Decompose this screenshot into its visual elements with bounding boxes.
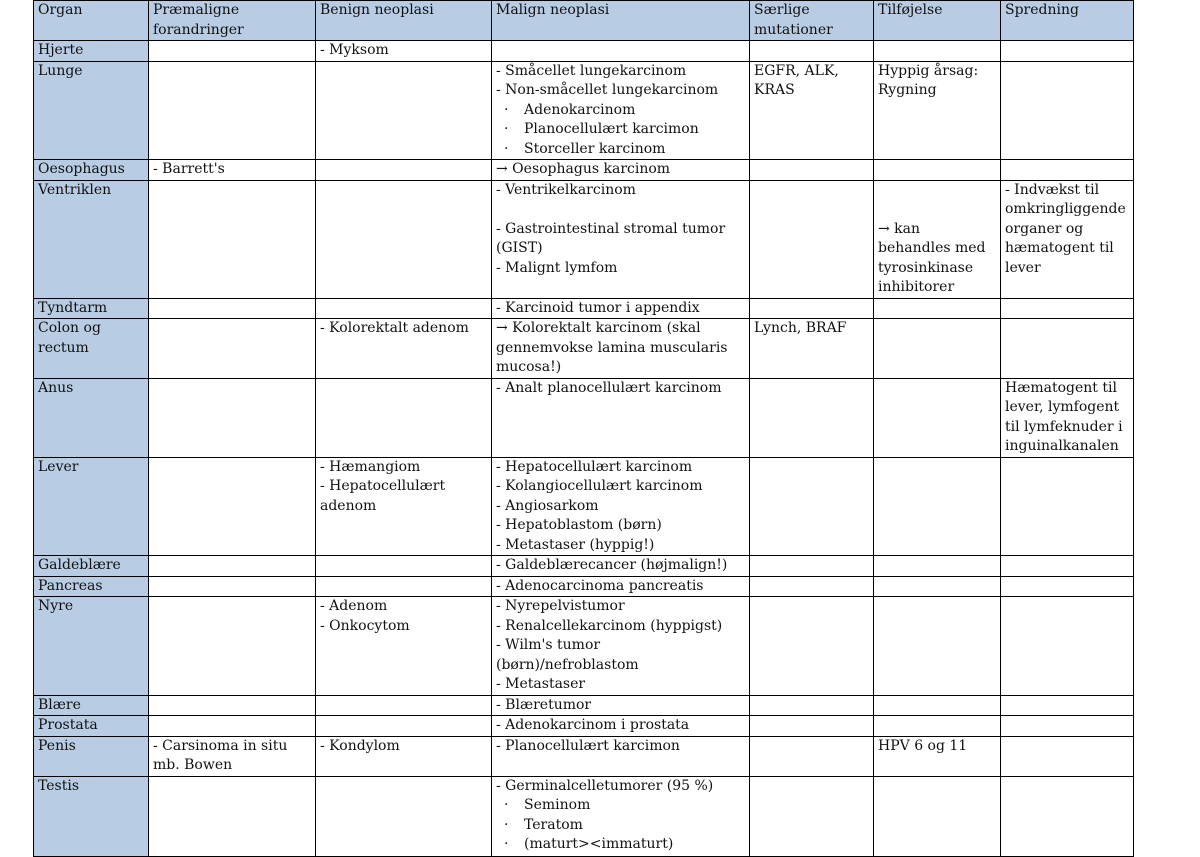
header-addition: Tilføjelse (874, 1, 1001, 41)
cell-line: - Kolorektalt adenom (320, 320, 469, 336)
spread-cell (1001, 378, 1134, 457)
premalignant-cell (149, 457, 316, 556)
premalignant-cell (149, 180, 316, 298)
benign-cell (316, 597, 492, 696)
malignant-cell (492, 319, 750, 379)
benign-cell (316, 556, 492, 577)
table-row (34, 319, 1134, 379)
addition-cell (874, 556, 1001, 577)
mutations-cell (750, 576, 874, 597)
cell-line: - Karcinoid tumor i appendix (496, 299, 700, 316)
table-row (34, 298, 1134, 319)
cell-line: → kan behandles med tyrosinkinase inhibitorer (878, 220, 990, 295)
addition-cell (874, 776, 1001, 856)
mutations-cell (750, 597, 874, 696)
spread-cell (1001, 160, 1134, 181)
cell-line: - Adenokarcinom i prostata (496, 717, 690, 733)
malignant-cell (492, 776, 750, 856)
benign-cell (316, 61, 492, 160)
cell-line: - Blæretumor (496, 696, 592, 713)
cell-line: - Hepatocellulært karcinom (496, 458, 693, 475)
addition-cell (874, 378, 1001, 457)
cell-line: Lynch, BRAF (754, 320, 847, 336)
table-row (34, 716, 1134, 737)
table-row (34, 180, 1134, 298)
mutations-cell (750, 180, 874, 298)
spread-cell (1001, 597, 1134, 696)
addition-cell (874, 736, 1001, 776)
cell-line: - Indvækst til omkringliggende organer og hæmatogent til lever (1005, 181, 1131, 276)
table-row (34, 556, 1134, 577)
cell-line: - Barrett's (153, 161, 225, 177)
spread-cell (1001, 41, 1134, 62)
cell-line: - Angiosarkom (496, 497, 599, 514)
malignant-cell (492, 576, 750, 597)
bullet-icon: · (504, 101, 509, 118)
cell-line: - Metastaser (hyppig!) (496, 536, 655, 553)
cell-line: - Germinalcelletumorer (95 %) (496, 777, 714, 794)
benign-cell (316, 298, 492, 319)
malignant-cell (492, 716, 750, 737)
table-row (34, 378, 1134, 457)
benign-cell (316, 695, 492, 716)
mutations-cell (750, 41, 874, 62)
malignant-cell (492, 597, 750, 696)
bullet-icon: · (504, 836, 509, 852)
table-row (34, 61, 1134, 160)
cell-line: - Hepatoblastom (børn) (496, 517, 662, 533)
premalignant-cell (149, 298, 316, 319)
organ-cell: Oesophagus (34, 160, 149, 181)
table-row (34, 576, 1134, 597)
cell-line (878, 181, 996, 201)
malignant-cell (492, 61, 750, 160)
cell-line: - Adenocarcinoma pancreatis (496, 577, 704, 594)
cell-line: - Ventrikelkarcinom (496, 181, 636, 198)
table-row (34, 457, 1134, 556)
cell-line: - Myksom (320, 42, 389, 58)
premalignant-cell (149, 61, 316, 160)
header-benign: Benign neoplasi (316, 1, 492, 41)
header-row (34, 1, 1134, 41)
sub-list-item: · Storceller karcinom (496, 140, 745, 160)
premalignant-cell (149, 576, 316, 597)
sub-list-item: · (maturt><immaturt) (496, 835, 745, 855)
cell-line: - Småcellet lungekarcinom (496, 62, 687, 79)
premalignant-cell (149, 776, 316, 856)
bullet-icon: · (504, 816, 509, 833)
spread-cell (1001, 61, 1134, 160)
organ-cell: Ventriklen (34, 180, 149, 298)
cell-line: - Nyrepelvistumor (496, 598, 625, 614)
cell-line: - Kolangiocellulært karcinom (496, 478, 703, 494)
table-row (34, 597, 1134, 696)
cell-line: - Metastaser (496, 676, 586, 692)
addition-cell (874, 61, 1001, 160)
addition-cell (874, 298, 1001, 319)
benign-cell (316, 180, 492, 298)
header-mutations: Særlige mutationer (750, 1, 874, 41)
mutations-cell (750, 736, 874, 776)
cell-line: - Onkocytom (320, 617, 410, 634)
cell-line: - Hæmangiom (320, 458, 421, 475)
table-row (34, 776, 1134, 856)
organ-cell: Nyre (34, 597, 149, 696)
spread-cell (1001, 556, 1134, 577)
sub-list-item: · Planocellulært karcimon (496, 120, 745, 140)
benign-cell (316, 576, 492, 597)
spread-cell (1001, 776, 1134, 856)
premalignant-cell (149, 41, 316, 62)
benign-cell (316, 319, 492, 379)
benign-cell (316, 736, 492, 776)
spread-cell (1001, 736, 1134, 776)
addition-cell (874, 160, 1001, 181)
cell-line: - Malignt lymfom (496, 259, 618, 276)
premalignant-cell (149, 319, 316, 379)
organ-cell: Colon og rectum (34, 319, 149, 379)
organ-cell: Anus (34, 378, 149, 457)
cell-line: - Adenom (320, 598, 388, 614)
mutations-cell (750, 378, 874, 457)
mutations-cell (750, 160, 874, 181)
cell-line: - Analt planocellulært karcinom (496, 379, 722, 396)
premalignant-cell (149, 556, 316, 577)
organ-cell: Blære (34, 695, 149, 716)
table-row (34, 160, 1134, 181)
malignant-cell (492, 180, 750, 298)
premalignant-cell (149, 597, 316, 696)
addition-cell (874, 695, 1001, 716)
organ-cell: Testis (34, 776, 149, 856)
mutations-cell (750, 695, 874, 716)
mutations-cell (750, 556, 874, 577)
bullet-icon: · (504, 797, 509, 813)
header-organ: Organ (34, 1, 149, 41)
premalignant-cell (149, 160, 316, 181)
premalignant-cell (149, 695, 316, 716)
organ-cell: Galdeblære (34, 556, 149, 577)
cell-line: Hyppig årsag: Rygning (878, 62, 983, 98)
mutations-cell (750, 776, 874, 856)
cell-line: - Kondylom (320, 737, 400, 754)
malignant-cell (492, 695, 750, 716)
addition-cell (874, 457, 1001, 556)
cell-line (496, 200, 745, 220)
addition-cell (874, 319, 1001, 379)
spread-cell (1001, 716, 1134, 737)
malignant-cell (492, 160, 750, 181)
premalignant-cell (149, 736, 316, 776)
sub-list-item: · Adenokarcinom (496, 101, 745, 121)
benign-cell (316, 776, 492, 856)
benign-cell (316, 41, 492, 62)
organ-cell: Pancreas (34, 576, 149, 597)
cell-line (878, 200, 996, 220)
cell-line: → Oesophagus karcinom (496, 161, 671, 177)
malignant-cell (492, 736, 750, 776)
malignant-cell (492, 457, 750, 556)
spread-cell (1001, 695, 1134, 716)
organ-cell: Prostata (34, 716, 149, 737)
cell-line: - Wilm's tumor (børn)/nefroblastom (496, 637, 639, 673)
malignant-cell (492, 298, 750, 319)
mutations-cell (750, 716, 874, 737)
organ-cell: Hjerte (34, 41, 149, 62)
sub-list-item: · Seminom (496, 796, 745, 816)
cell-line: - Gastrointestinal stromal tumor (GIST) (496, 220, 730, 256)
header-spread: Spredning (1001, 1, 1134, 41)
malignant-cell (492, 41, 750, 62)
benign-cell (316, 716, 492, 737)
malignant-cell (492, 556, 750, 577)
cell-line: → Kolorektalt karcinom (skal gennemvokse lamina muscularis mucosa!) (496, 320, 732, 375)
mutations-cell (750, 319, 874, 379)
cell-line: - Galdeblærecancer (højmalign!) (496, 557, 728, 573)
benign-cell (316, 457, 492, 556)
spread-cell (1001, 180, 1134, 298)
mutations-cell (750, 61, 874, 160)
premalignant-cell (149, 378, 316, 457)
spread-cell (1001, 319, 1134, 379)
cell-line: - Renalcellekarcinom (hyppigst) (496, 617, 723, 634)
cell-line: - Planocellulært karcimon (496, 737, 680, 754)
cell-line: - Hepatocellulært adenom (320, 478, 450, 514)
premalignant-cell (149, 716, 316, 737)
organ-cell: Penis (34, 736, 149, 776)
benign-cell (316, 160, 492, 181)
sub-list-item: · Teratom (496, 816, 745, 836)
table-row (34, 736, 1134, 776)
spread-cell (1001, 576, 1134, 597)
organ-cell: Lever (34, 457, 149, 556)
cell-line: EGFR, ALK, KRAS (754, 62, 844, 98)
spread-cell (1001, 457, 1134, 556)
addition-cell (874, 716, 1001, 737)
addition-cell (874, 597, 1001, 696)
spread-cell (1001, 298, 1134, 319)
addition-cell (874, 41, 1001, 62)
organ-cell: Tyndtarm (34, 298, 149, 319)
malignant-cell (492, 378, 750, 457)
mutations-cell (750, 457, 874, 556)
bullet-icon: · (504, 121, 509, 137)
header-premalignant: Præmaligne forandringer (149, 1, 316, 41)
cell-line: Hæmatogent til lever, lymfogent til lymfeknuder i inguinalkanalen (1005, 379, 1127, 454)
mutations-cell (750, 298, 874, 319)
addition-cell (874, 180, 1001, 298)
cell-line: - Non-småcellet lungekarcinom (496, 82, 719, 98)
header-malignant: Malign neoplasi (492, 1, 750, 41)
organ-neoplasia-table (33, 0, 1134, 857)
organ-cell: Lunge (34, 61, 149, 160)
benign-cell (316, 378, 492, 457)
table-row (34, 41, 1134, 62)
addition-cell (874, 576, 1001, 597)
cell-line: HPV 6 og 11 (878, 737, 968, 754)
bullet-icon: · (504, 140, 509, 157)
table-row (34, 695, 1134, 716)
cell-line: - Carsinoma in situ mb. Bowen (153, 737, 292, 773)
